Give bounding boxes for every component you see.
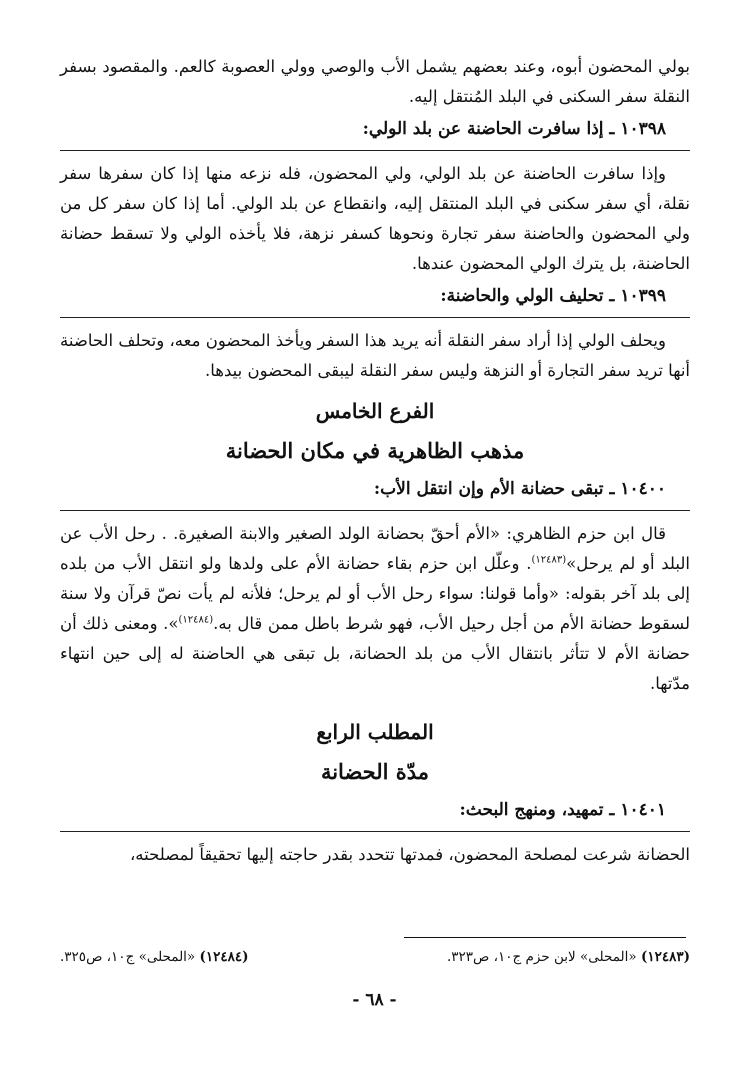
numbered-heading: ١٠٣٩٨ ـ إذا سافرت الحاضنة عن بلد الولي:	[362, 119, 666, 139]
paragraph: ويحلف الولي إذا أراد سفر النقلة أنه يريد هذا السفر ويأخذ المحضون معه، وتحلف الحاضنة أنها تريد سفر التجارة أو النزهة وليس سفر النقلة ليبقى المحضون بيدها.	[60, 331, 690, 380]
page-body	[60, 52, 690, 870]
divider	[60, 317, 690, 318]
section-title: المطلب الرابع	[316, 720, 434, 744]
divider	[60, 150, 690, 151]
paragraph: بولي المحضون أبوه، وعند بعضهم يشمل الأب والوصي وولي العصوبة كالعم. والمقصود بسفر النقلة سفر السكنى في البلد المُنتقل إليه.	[60, 57, 690, 106]
paragraph-text: . وعلّل ابن حزم بقاء حضانة الأم على ولدها ولو انتقل الأب من بلده إلى بلد آخر بقوله: «وأما قولنا: سواء رحل الأب أو لم يرحل؛ فلأنه لم يأت نصّ قرآن ولا سنة لسقوط حضانة الأم من أجل رحيل الأب، فهو شرط باطل ممن قال به.	[60, 554, 690, 633]
section-subtitle: مذهب الظاهرية في مكان الحضانة	[225, 438, 525, 463]
numbered-heading: ١٠٤٠١ ـ تمهيد، ومنهج البحث:	[459, 800, 666, 820]
footnote-text: «المحلى» ج١٠، ص٣٢٥.	[60, 949, 196, 965]
page-number: - ٦٨ -	[352, 990, 397, 1010]
divider	[60, 831, 690, 832]
footnote-number: (١٢٤٨٣)	[640, 949, 690, 965]
footnote-ref: (١٢٤٨٤)	[178, 614, 214, 626]
paragraph: وإذا سافرت الحاضنة عن بلد الولي، ولي المحضون، فله نزعه منها إذا كان سفرها سفر نقلة، أي سفر سكنى في البلد المنتقل إليه، وانقطاع عن بلد الولي. أما إذا كان سفر كل من ولي المحضون والحاضنة سفر تجارة ونحوها كسفر نزهة، فلا يأخذه الولي ولا تسقط حضانة الحاضنة، بل يترك الولي المحضون عندها.	[60, 164, 690, 273]
footnotes	[60, 946, 690, 968]
footnote-2	[60, 946, 249, 968]
numbered-heading: ١٠٣٩٩ ـ تحليف الولي والحاضنة:	[440, 286, 666, 306]
footnote-ref: (١٢٤٨٣)	[531, 554, 567, 566]
paragraph-text: قال ابن حزم الظاهري: «الأم أحقّ بحضانة الولد الصغير والابنة الصغيرة. . رحل الأب عن البلد أو لم يرحل»	[60, 524, 690, 573]
numbered-heading: ١٠٤٠٠ ـ تبقى حضانة الأم وإن انتقل الأب:	[373, 479, 666, 499]
section-title: الفرع الخامس	[315, 399, 435, 423]
paragraph-text: ». ومعنى ذلك أن حضانة الأم لا تتأثر بانتقال الأب من بلد الحضانة، بل تبقى هي الحاضنة له إلى حين انتهاء مدّتها.	[60, 614, 690, 693]
divider	[60, 510, 690, 511]
footnote-number: (١٢٤٨٤)	[199, 949, 249, 965]
footnote-1	[447, 946, 690, 968]
paragraph: الحضانة شرعت لمصلحة المحضون، فمدتها تتحدد بقدر حاجته إليها تحقيقاً لمصلحته،	[129, 845, 690, 864]
paragraph	[60, 519, 690, 699]
footnote-rule	[404, 937, 686, 938]
footnote-text: «المحلى» لابن حزم ج١٠، ص٣٢٣.	[446, 949, 637, 965]
section-subtitle: مدّة الحضانة	[320, 759, 430, 784]
